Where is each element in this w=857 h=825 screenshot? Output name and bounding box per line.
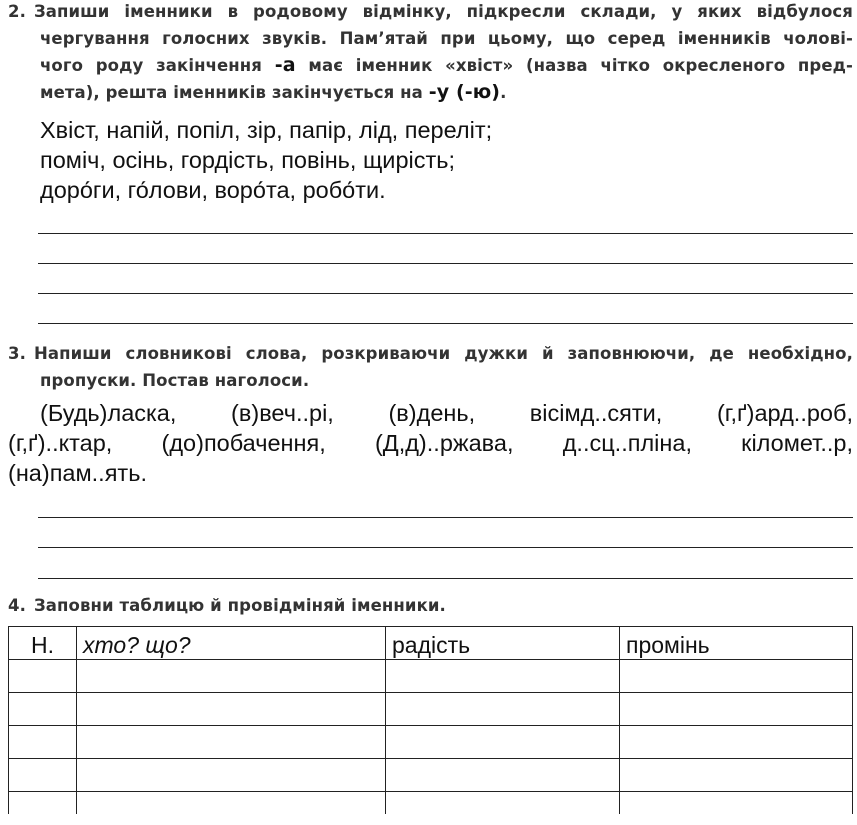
table-row [9, 759, 853, 792]
writing-line[interactable] [38, 233, 853, 234]
task-2-words [8, 115, 853, 205]
header-case: Н. [9, 627, 77, 660]
word-line-3: доро́ги, го́лови, воро́та, робо́ти. [40, 177, 386, 203]
header-word-2: промінь [620, 627, 853, 660]
table-cell[interactable] [77, 660, 386, 693]
word-line-2: поміч, осінь, гордість, повінь, щирість; [40, 147, 456, 173]
table-cell[interactable] [77, 726, 386, 759]
word-line-2: (г,ґ)..ктар, (до)побачення, (Д,д)..ржава, д..сц..пліна, кіломет..р, [8, 430, 853, 456]
task-2-instruction [8, 0, 853, 106]
ending-a: -а [274, 54, 296, 76]
task-2-line-3: чого роду закінчення [40, 56, 262, 75]
table-cell[interactable] [620, 792, 853, 815]
task-2-line-4-end: . [500, 83, 507, 102]
task-2-line-3-mid: має іменник «хвіст» (назва чітко окресленого пред- [308, 56, 853, 75]
table-row [9, 726, 853, 759]
table-row [9, 660, 853, 693]
table-cell[interactable] [620, 660, 853, 693]
task-2-number: 2. [8, 2, 26, 21]
table-cell[interactable] [386, 726, 620, 759]
task-4-instruction [8, 592, 853, 619]
header-word-1: радість [386, 627, 620, 660]
table-cell[interactable] [9, 792, 77, 815]
table-cell[interactable] [9, 759, 77, 792]
table-cell[interactable] [77, 693, 386, 726]
table-cell[interactable] [620, 726, 853, 759]
task-3-words [8, 398, 853, 488]
task-3-number: 3. [8, 344, 26, 363]
task-3-instruction [8, 340, 853, 394]
table-cell[interactable] [9, 660, 77, 693]
table-cell[interactable] [620, 759, 853, 792]
writing-line[interactable] [38, 547, 853, 548]
task-4-number: 4. [8, 596, 26, 615]
table-cell[interactable] [620, 693, 853, 726]
table-cell[interactable] [386, 792, 620, 815]
header-question: хто? що? [77, 627, 386, 660]
ending-u: -у (-ю) [428, 81, 501, 103]
writing-line[interactable] [38, 323, 853, 324]
writing-line[interactable] [38, 517, 853, 518]
task-2-line-1: Запиши іменники в родовому відмінку, підкресли склади, у яких відбулося [33, 2, 853, 21]
table-cell[interactable] [386, 759, 620, 792]
table-cell[interactable] [77, 792, 386, 815]
table-cell[interactable] [386, 660, 620, 693]
task-4-title: Заповни таблицю й провідміняй іменники. [33, 596, 446, 615]
writing-line[interactable] [38, 578, 853, 579]
task-2-line-2: чергування голосних звуків. Пам’ятай при цьому, що серед іменників чолові- [40, 29, 853, 48]
table-cell[interactable] [386, 693, 620, 726]
word-line-1: (Будь)ласка, (в)веч..рі, (в)день, вісімд..сяти, (г,ґ)ард..роб, [40, 400, 853, 426]
declension-table [8, 626, 853, 814]
writing-line[interactable] [38, 263, 853, 264]
table-cell[interactable] [9, 693, 77, 726]
table-cell[interactable] [77, 759, 386, 792]
word-line-1: Хвіст, напій, попіл, зір, папір, лід, переліт; [40, 117, 493, 143]
task-3-line-2: пропуски. Постав наголоси. [40, 371, 310, 390]
table-header-row [9, 627, 853, 660]
table-cell[interactable] [9, 726, 77, 759]
table-row [9, 693, 853, 726]
writing-line[interactable] [38, 293, 853, 294]
task-2-line-4: мета), решта іменників закінчується на [40, 83, 423, 102]
task-3-line-1: Напиши словникові слова, розкриваючи дужки й заповнюючи, де необхідно, [33, 344, 853, 363]
table-row [9, 792, 853, 815]
word-line-3: (на)пам..ять. [8, 460, 147, 486]
